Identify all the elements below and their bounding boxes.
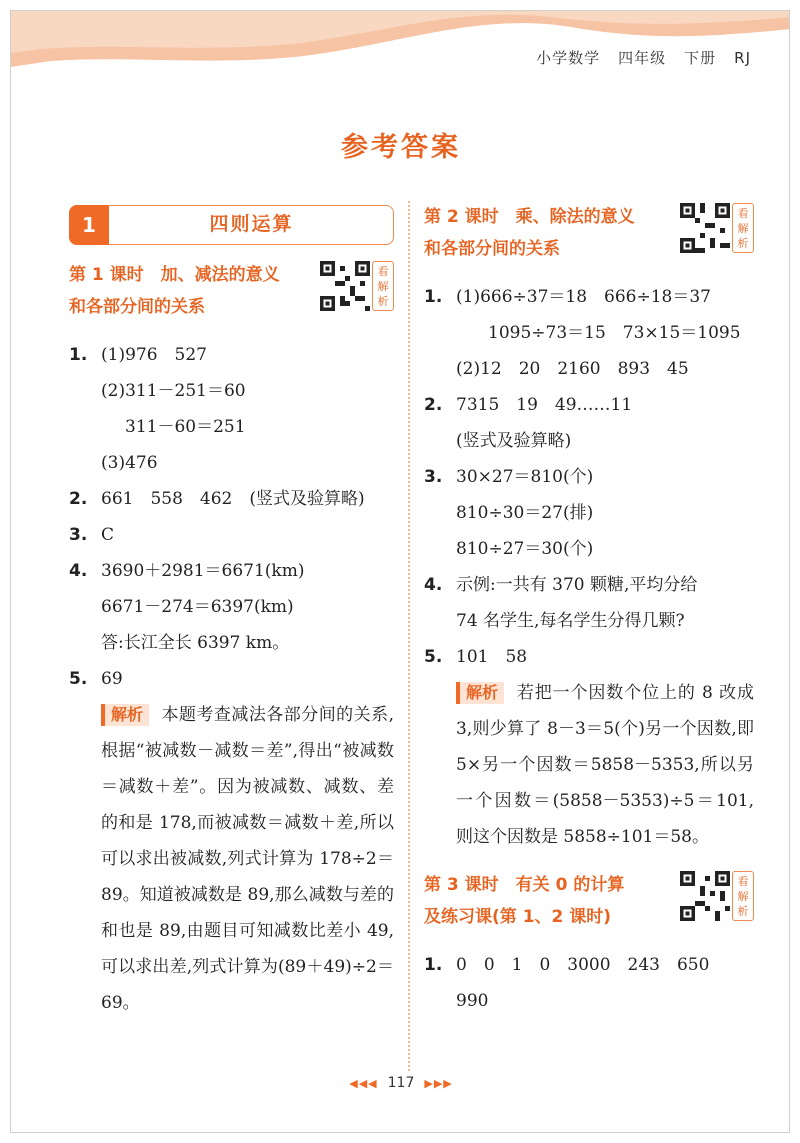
answer-text: C <box>101 525 115 545</box>
answer-number: 3. <box>424 467 443 487</box>
view-analysis-label[interactable]: 看 解 析 <box>372 261 394 311</box>
answer-number: 1. <box>424 287 443 307</box>
answer-1-line: (2)12 20 2160 893 45 <box>456 359 689 379</box>
answer-text: 661 558 462 (竖式及验算略) <box>101 489 365 509</box>
answer-1 <box>424 947 754 983</box>
answer-4-line: 6671－274＝6397(km) <box>101 597 294 617</box>
header-edition: RJ <box>734 49 751 67</box>
lesson-1-title-line2: 和各部分间的关系 <box>69 297 205 317</box>
answer-3-line: 810÷30＝27(排) <box>456 503 594 523</box>
answer-2-line: (竖式及验算略) <box>456 431 572 451</box>
view-analysis-label[interactable]: 看 解 析 <box>732 203 754 253</box>
answer-text: 30×27＝810(个) <box>456 467 594 487</box>
analysis-tag: 解析 <box>456 682 504 704</box>
answer-number: 4. <box>69 561 88 581</box>
answer-text: (1)666÷37＝18 666÷18＝37 <box>456 287 711 307</box>
qr-code-icon[interactable] <box>680 203 730 253</box>
answer-3-line: 810÷27＝30(个) <box>456 539 594 559</box>
answer-4 <box>424 567 754 603</box>
analysis-block <box>69 697 394 1021</box>
lesson-2-heading <box>424 201 754 265</box>
answer-1 <box>424 279 754 315</box>
answer-1-line: (2)311－251＝60 <box>101 381 246 401</box>
answer-2 <box>69 481 394 517</box>
header-subject: 小学数学 <box>536 49 601 67</box>
answer-1-line: (3)476 <box>101 453 158 473</box>
analysis-tag: 解析 <box>101 704 149 726</box>
answer-3 <box>69 517 394 553</box>
header-tags <box>518 47 751 68</box>
answer-text: 7315 19 49……11 <box>456 395 633 415</box>
chapter-number: 1 <box>69 205 109 245</box>
answer-number: 3. <box>69 525 88 545</box>
answer-number: 4. <box>424 575 443 595</box>
answer-4-line: 74 名学生,每名学生分得几颗? <box>456 611 685 631</box>
chapter-banner <box>69 205 394 245</box>
lesson-1-title-line1: 第 1 课时 加、减法的意义 <box>69 265 280 285</box>
lesson-3-title-line2: 及练习课(第 1、2 课时) <box>424 907 612 927</box>
left-column <box>69 201 394 1021</box>
lesson-1-heading <box>69 259 394 323</box>
answer-1-line: 311－60＝251 <box>125 417 246 437</box>
answer-number: 5. <box>69 669 88 689</box>
column-divider <box>408 201 410 1071</box>
answer-3 <box>424 459 754 495</box>
prev-page-arrows-icon[interactable]: ◀◀◀ <box>349 1077 378 1090</box>
header-volume: 下册 <box>684 49 717 67</box>
page-title: 参考答案 <box>341 132 461 163</box>
answer-4-line: 答:长江全长 6397 km。 <box>101 633 290 653</box>
analysis-text: 本题考查减法各部分间的关系,根据“被减数－减数＝差”,得出“被减数＝减数＋差”。因为被减数、减数、差的和是 178,而被减数＝减数＋差,所以可以求出被减数,列式计算为 178÷2＝89。知道被减数是 89,那么减数与差的和也是 89,由题目可知减数比差小 49,可以求出差,列式计算为(89＋49)÷2＝69。 <box>101 705 394 1013</box>
answer-number: 1. <box>424 955 443 975</box>
answer-2 <box>424 387 754 423</box>
answer-5 <box>69 661 394 697</box>
chapter-name: 四则运算 <box>209 213 294 235</box>
lesson-3-title-line1: 第 3 课时 有关 0 的计算 <box>424 875 625 895</box>
lesson-2-title-line1: 第 2 课时 乘、除法的意义 <box>424 207 635 227</box>
view-analysis-label[interactable]: 看 解 析 <box>732 871 754 921</box>
qr-code-icon[interactable] <box>320 261 370 311</box>
answer-number: 1. <box>69 345 88 365</box>
header-grade: 四年级 <box>618 49 667 67</box>
answer-number: 2. <box>69 489 88 509</box>
next-page-arrows-icon[interactable]: ▶▶▶ <box>424 1077 453 1090</box>
page-footer <box>11 1075 790 1091</box>
answer-number: 5. <box>424 647 443 667</box>
answer-text: 示例:一共有 370 颗糖,平均分给 <box>456 575 698 595</box>
analysis-block <box>424 675 754 855</box>
answer-text: 0 0 1 0 3000 243 650 <box>456 955 710 975</box>
lesson-2-title-line2: 和各部分间的关系 <box>424 239 560 259</box>
answer-1-line: 990 <box>456 991 489 1011</box>
answer-4 <box>69 553 394 589</box>
answer-text: 69 <box>101 669 123 689</box>
page-number: 117 <box>387 1075 415 1091</box>
answer-5 <box>424 639 754 675</box>
answer-text: (1)976 527 <box>101 345 207 365</box>
analysis-text: 若把一个因数个位上的 8 改成 3,则少算了 8－3＝5(个)另一个因数,即 5×另一个因数＝5858－5353,所以另一个因数＝(5858－5353)÷5＝101,则这个因数是 5858÷101＝58。 <box>456 683 754 847</box>
answer-page <box>10 10 790 1133</box>
right-column <box>424 201 754 1019</box>
qr-code-icon[interactable] <box>680 871 730 921</box>
answer-1-line: 1095÷73＝15 73×15＝1095 <box>488 323 741 343</box>
answer-number: 2. <box>424 395 443 415</box>
answer-1 <box>69 337 394 373</box>
lesson-3-heading <box>424 869 754 933</box>
answer-text: 3690＋2981＝6671(km) <box>101 561 305 581</box>
answer-text: 101 58 <box>456 647 528 667</box>
